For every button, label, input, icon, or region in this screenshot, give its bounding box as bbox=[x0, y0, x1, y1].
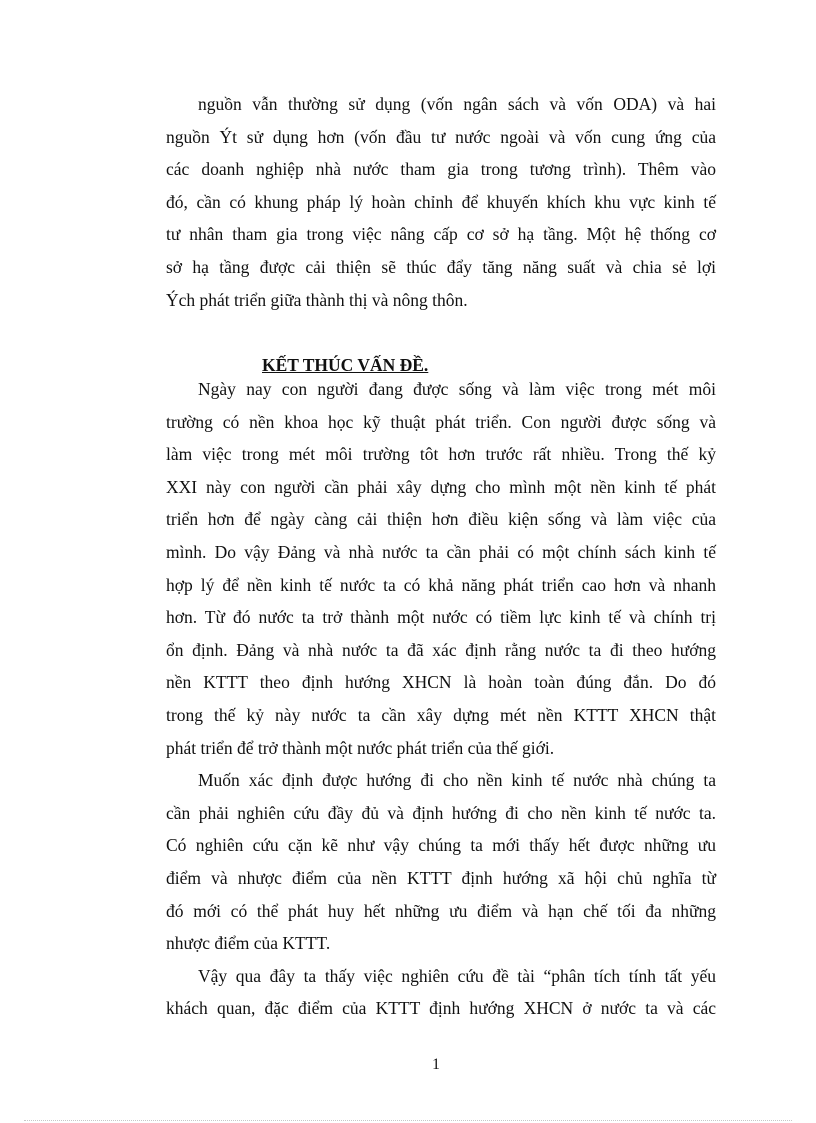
text-line: các doanh nghiệp nhà nước tham gia trong tương trình). Thêm vào bbox=[166, 159, 716, 180]
text-line: làm việc trong mét môi trường tôt hơn trước rất nhiều. Trong thế kỷ bbox=[166, 444, 716, 465]
text-line: tư nhân tham gia trong việc nâng cấp cơ sở hạ tầng. Một hệ thống cơ bbox=[166, 224, 716, 245]
page-bottom-divider bbox=[24, 1120, 792, 1121]
text-line: Vậy qua đây ta thấy việc nghiên cứu đề tài “phân tích tính tất yếu bbox=[198, 965, 716, 986]
text-line: phát triển để trở thành một nước phát triển của thế giới. bbox=[166, 737, 555, 758]
text-line: cần phải nghiên cứu đầy đủ và định hướng đi cho nền kinh tế nước ta. bbox=[166, 802, 716, 823]
text-line: điểm và nhược điểm của nền KTTT định hướng xã hội chủ nghĩa từ bbox=[166, 867, 716, 888]
text-line: nguồn vẫn thường sử dụng (vốn ngân sách và vốn ODA) và hai bbox=[198, 94, 716, 114]
text-line: Muốn xác định được hướng đi cho nền kinh tế nước nhà chúng ta bbox=[198, 770, 716, 791]
text-line: Ých phát triển giữa thành thị và nông thôn. bbox=[166, 289, 468, 310]
text-line: đó mới có thể phát huy hết những ưu điểm và hạn chế tối đa những bbox=[166, 900, 716, 921]
text-line: hơn. Từ đó nước ta trở thành một nước có tiềm lực kinh tế và chính trị bbox=[166, 607, 716, 628]
text-line: sở hạ tầng được cải thiện sẽ thúc đẩy tăng năng suất và chia sẻ lợi bbox=[166, 256, 716, 277]
page-number: 1 bbox=[432, 1056, 440, 1073]
text-line: hợp lý để nền kinh tế nước ta có khả năng phát triển cao hơn và nhanh bbox=[166, 574, 716, 595]
text-line: ổn định. Đảng và nhà nước ta đã xác định rằng nước ta đi theo hướng bbox=[166, 639, 716, 660]
text-line: đó, cần có khung pháp lý hoàn chỉnh để khuyến khích khu vực kinh tế bbox=[166, 191, 716, 212]
text-line: Ngày nay con người đang được sống và làm việc trong mét môi bbox=[198, 379, 716, 399]
text-line: nền KTTT theo định hướng XHCN là hoàn toàn đúng đắn. Do đó bbox=[166, 672, 716, 693]
text-line: trường có nền khoa học kỹ thuật phát triển. Con người được sống và bbox=[166, 411, 716, 432]
text-line: mình. Do vậy Đảng và nhà nước ta cần phải có một chính sách kinh tế bbox=[166, 541, 716, 562]
paragraph-top bbox=[166, 88, 716, 316]
text-line: trong thế kỷ này nước ta cần xây dựng mét nền KTTT XHCN thật bbox=[166, 704, 716, 725]
text-line: nguồn Ýt sử dụng hơn (vốn đầu tư nước ngoài và vốn cung ứng của bbox=[166, 126, 716, 147]
section-heading: KẾT THÚC VẤN ĐỀ. bbox=[262, 355, 429, 375]
text-line: triển hơn để ngày càng cải thiện hơn điều kiện sống và làm việc của bbox=[166, 509, 716, 530]
text-line: XXI này con người cần phải xây dựng cho mình một nền kinh tế phát bbox=[166, 476, 716, 497]
text-line: khách quan, đặc điểm của KTTT định hướng XHCN ở nước ta và các bbox=[166, 998, 716, 1019]
text-line: nhược điểm của KTTT. bbox=[166, 933, 331, 954]
conclusion-body bbox=[166, 373, 716, 1025]
text-line: Có nghiên cứu cặn kẽ như vậy chúng ta mới thấy hết được những ưu bbox=[166, 835, 716, 856]
